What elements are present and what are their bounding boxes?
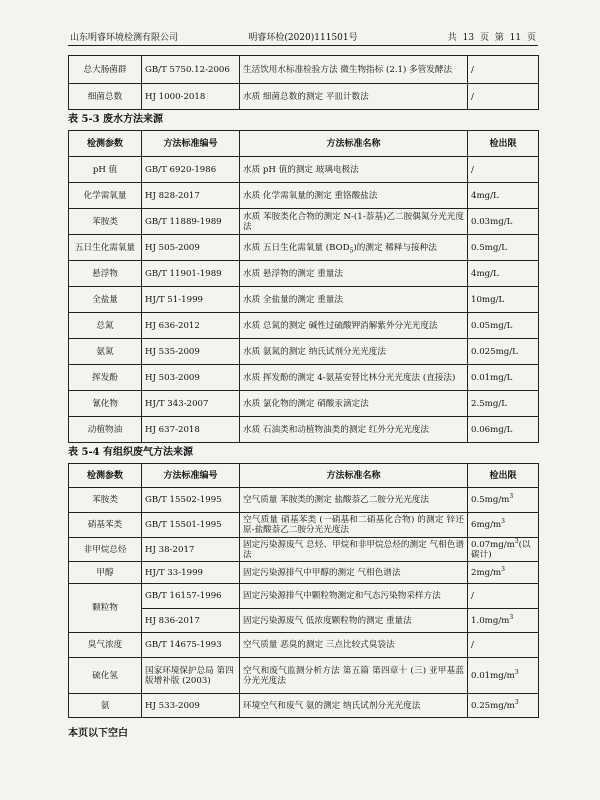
report-page	[68, 30, 538, 739]
method-cell: 空气质量 苯胺类的测定 盐酸萘乙二胺分光光度法	[240, 488, 468, 513]
param-cell: 非甲烷总烃	[69, 538, 142, 562]
limit-unit-sup: 3	[514, 698, 519, 706]
limit-cell: 0.5mg/L	[468, 235, 539, 261]
std-cell: HJ 533-2009	[142, 694, 240, 718]
std-cell: HJ/T 343-2007	[142, 391, 240, 417]
method-cell: 固定污染源废气 总烃、甲烷和非甲烷总烃的测定 气相色谱法	[240, 538, 468, 562]
table-row	[69, 339, 539, 365]
limit-unit-sup: 3	[509, 613, 514, 621]
wastewater-methods-table	[68, 130, 539, 443]
std-cell: 国家环境保护总局 第四版增补版 (2003)	[142, 658, 240, 694]
method-cell: 水质 pH 值的测定 玻璃电极法	[240, 157, 468, 183]
table-row	[69, 235, 539, 261]
limit-cell: 0.06mg/L	[468, 417, 539, 443]
limit-cell	[468, 538, 539, 562]
table-row	[69, 287, 539, 313]
std-cell: GB/T 15502-1995	[142, 488, 240, 513]
limit-cell: 0.03mg/L	[468, 209, 539, 235]
param-cell: pH 值	[69, 157, 142, 183]
limit-cell: 2.5mg/L	[468, 391, 539, 417]
param-cell: 总氮	[69, 313, 142, 339]
method-cell: 水质 氯化物的测定 硝酸汞滴定法	[240, 391, 468, 417]
std-cell: HJ 505-2009	[142, 235, 240, 261]
limit-unit-sup: 3	[514, 537, 519, 545]
report-number: 明睿环检(2020)111501号	[248, 33, 358, 43]
limit-value: 0.5mg/m	[471, 495, 510, 505]
param-cell: 五日生化需氧量	[69, 235, 142, 261]
param-cell: 悬浮物	[69, 261, 142, 287]
col-header-param: 检测参数	[69, 131, 142, 157]
std-cell: GB/T 11901-1989	[142, 261, 240, 287]
std-cell: GB/T 11889-1989	[142, 209, 240, 235]
table-5-4-caption: 表 5-4 有组织废气方法来源	[68, 447, 194, 458]
limit-cell: /	[468, 633, 539, 658]
method-cell: 空气和废气监测分析方法 第五篇 第四章十 (三) 亚甲基蓝分光光度法	[240, 658, 468, 694]
limit-cell: 4mg/L	[468, 183, 539, 209]
blank-below-note: 本页以下空白	[68, 728, 128, 739]
std-cell: GB/T 15501-1995	[142, 513, 240, 538]
table-5-3-caption: 表 5-3 废水方法来源	[68, 114, 164, 125]
method-cell: 固定污染源废气 低浓度颗粒物的测定 重量法	[240, 609, 468, 633]
param-cell: 硝基苯类	[69, 513, 142, 538]
param-cell: 硫化氢	[69, 658, 142, 694]
company-name: 山东明睿环境检测有限公司	[70, 33, 179, 43]
method-cell: 固定污染源排气中颗粒物测定和气态污染物采样方法	[240, 584, 468, 609]
param-cell: 氰化物	[69, 391, 142, 417]
limit-cell	[468, 513, 539, 538]
limit-cell: /	[468, 84, 539, 110]
std-cell: HJ 1000-2018	[142, 84, 240, 110]
std-cell: HJ/T 51-1999	[142, 287, 240, 313]
limit-cell: /	[468, 584, 539, 609]
limit-cell	[468, 609, 539, 633]
table-row	[69, 488, 539, 513]
table-row	[69, 209, 539, 235]
param-cell: 臭气浓度	[69, 633, 142, 658]
table-row	[69, 391, 539, 417]
std-cell: GB/T 14675-1993	[142, 633, 240, 658]
table-header-row	[69, 464, 539, 488]
method-cell: 水质 细菌总数的测定 平皿计数法	[240, 84, 468, 110]
table-row	[69, 513, 539, 538]
param-cell: 颗粒物	[69, 584, 142, 633]
method-cell: 水质 石油类和动植物油类的测定 红外分光光度法	[240, 417, 468, 443]
method-cell: 水质 挥发酚的测定 4-氨基安替比林分光光度法 (直接法)	[240, 365, 468, 391]
table-row	[69, 538, 539, 562]
limit-value: 0.01mg/m	[471, 670, 515, 681]
limit-cell: /	[468, 157, 539, 183]
table-row	[69, 365, 539, 391]
limit-unit-sup: 3	[509, 493, 514, 501]
table-row	[69, 562, 539, 584]
limit-value: 0.25mg/m	[471, 700, 515, 711]
limit-cell	[468, 658, 539, 694]
continuation-table	[68, 55, 539, 110]
table-row	[69, 56, 539, 84]
limit-value: 1.0mg/m	[471, 615, 510, 626]
param-cell: 苯胺类	[69, 488, 142, 513]
std-cell: GB/T 5750.12-2006	[142, 56, 240, 84]
param-cell: 氨氮	[69, 339, 142, 365]
col-header-name: 方法标准名称	[240, 131, 468, 157]
method-cell: 水质 化学需氧量的测定 重铬酸盐法	[240, 183, 468, 209]
param-cell: 苯胺类	[69, 209, 142, 235]
limit-cell	[468, 562, 539, 584]
std-cell: GB/T 6920-1986	[142, 157, 240, 183]
std-cell: HJ 836-2017	[142, 609, 240, 633]
limit-cell: 0.025mg/L	[468, 339, 539, 365]
limit-value: 6mg/m	[471, 520, 502, 530]
std-cell: GB/T 16157-1996	[142, 584, 240, 609]
table-header-row	[69, 131, 539, 157]
method-text-sub: 5	[349, 247, 354, 255]
limit-unit-sup: 3	[501, 518, 505, 526]
table-row	[69, 417, 539, 443]
param-cell: 甲醇	[69, 562, 142, 584]
table-row	[69, 694, 539, 718]
page-header	[68, 30, 538, 46]
method-cell: 固定污染源排气中甲醇的测定 气相色谱法	[240, 562, 468, 584]
table-row	[69, 183, 539, 209]
table-row	[69, 584, 539, 609]
limit-cell: 0.01mg/L	[468, 365, 539, 391]
method-cell: 生活饮用水标准检验方法 微生物指标 (2.1) 多管发酵法	[240, 56, 468, 84]
std-cell: HJ 636-2012	[142, 313, 240, 339]
method-cell: 空气质量 恶臭的测定 三点比较式臭袋法	[240, 633, 468, 658]
limit-cell: 0.05mg/L	[468, 313, 539, 339]
std-cell: HJ 535-2009	[142, 339, 240, 365]
std-cell: HJ 503-2009	[142, 365, 240, 391]
std-cell: HJ 38-2017	[142, 538, 240, 562]
method-cell: 水质 总氮的测定 碱性过硫酸钾消解紫外分光光度法	[240, 313, 468, 339]
param-cell: 总大肠菌群	[69, 56, 142, 84]
table-row	[69, 84, 539, 110]
method-text-pre: 水质 五日生化需氧量 (BOD	[243, 242, 350, 253]
col-header-limit: 检出限	[468, 464, 539, 488]
param-cell: 氨	[69, 694, 142, 718]
std-cell: HJ 828-2017	[142, 183, 240, 209]
col-header-std: 方法标准编号	[142, 131, 240, 157]
std-cell: HJ 637-2018	[142, 417, 240, 443]
limit-cell	[468, 488, 539, 513]
col-header-name: 方法标准名称	[240, 464, 468, 488]
table-row	[69, 313, 539, 339]
method-cell: 水质 苯胺类化合物的测定 N-(1-萘基)乙二胺偶氮分光光度法	[240, 209, 468, 235]
param-cell: 细菌总数	[69, 84, 142, 110]
table-row	[69, 658, 539, 694]
table-row	[69, 261, 539, 287]
param-cell: 全盐量	[69, 287, 142, 313]
limit-cell	[468, 694, 539, 718]
limit-unit-sup: 3	[501, 565, 505, 573]
limit-cell: 4mg/L	[468, 261, 539, 287]
table-row	[69, 633, 539, 658]
method-text-post: )的测定 稀释与接种法	[353, 242, 437, 253]
param-cell: 挥发酚	[69, 365, 142, 391]
method-cell	[240, 235, 468, 261]
col-header-param: 检测参数	[69, 464, 142, 488]
page-info: 共 13 页 第 11 页	[447, 33, 536, 43]
param-cell: 化学需氧量	[69, 183, 142, 209]
param-cell: 动植物油	[69, 417, 142, 443]
method-cell: 水质 全盐量的测定 重量法	[240, 287, 468, 313]
std-cell: HJ/T 33-1999	[142, 562, 240, 584]
limit-cell: /	[468, 56, 539, 84]
method-cell: 水质 悬浮物的测定 重量法	[240, 261, 468, 287]
method-cell: 水质 氨氮的测定 纳氏试剂分光光度法	[240, 339, 468, 365]
limit-value: 2mg/m	[471, 567, 502, 578]
limit-cell: 10mg/L	[468, 287, 539, 313]
method-cell: 空气质量 硝基苯类 (一硝基和二硝基化合物) 的测定 锌还原-盐酸萘乙二胺分光光度法	[240, 513, 468, 538]
table-row	[69, 157, 539, 183]
exhaust-gas-methods-table	[68, 463, 539, 718]
col-header-std: 方法标准编号	[142, 464, 240, 488]
limit-value: 0.07mg/m	[471, 539, 515, 550]
limit-unit-sup: 3	[514, 668, 519, 676]
method-cell: 环境空气和废气 氨的测定 纳氏试剂分光光度法	[240, 694, 468, 718]
limit-note: (以碳计)	[471, 539, 531, 560]
col-header-limit: 检出限	[468, 131, 539, 157]
